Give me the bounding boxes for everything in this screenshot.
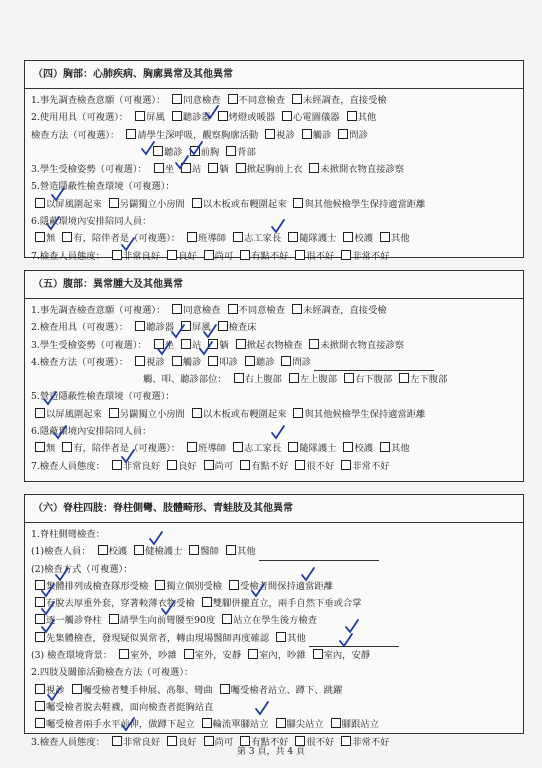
- underline: [309, 634, 399, 647]
- checkbox[interactable]: [167, 250, 177, 260]
- checkbox[interactable]: [226, 545, 236, 555]
- checkbox[interactable]: [208, 339, 218, 349]
- s6-q2-c: 囑受檢者兩手水平前伸，做蹲下起立 輪流單腳站立 腳尖站立 腳跟站立: [31, 716, 517, 733]
- checkbox[interactable]: [35, 701, 45, 711]
- checkbox[interactable]: [218, 321, 228, 331]
- checkbox[interactable]: [338, 129, 348, 139]
- checkbox[interactable]: [181, 163, 191, 173]
- checkbox[interactable]: [347, 111, 357, 121]
- checkbox[interactable]: [135, 321, 145, 331]
- checkbox[interactable]: [187, 442, 197, 452]
- s6-q2-b: 囑受檢者脫去鞋襪，面向檢查者挺胸站直: [31, 699, 517, 716]
- checkbox[interactable]: [265, 129, 275, 139]
- checkbox[interactable]: [399, 373, 409, 383]
- checkbox[interactable]: [292, 94, 302, 104]
- s4-q2: 2.使用用具（可複選）： 屏風 聽診器 烤燈或暖器 心電圖儀器 其他: [31, 112, 377, 124]
- s4-q2-method: 檢查方法（可複選）： 請學生深呼吸，觀察胸廓活動 視診 觸診 問診: [31, 129, 368, 141]
- s5-q7: 7.檢查人員態度： 非常良好 良好 尚可 有點不好 很不好 非常不好: [31, 460, 390, 472]
- checkbox[interactable]: [276, 718, 286, 728]
- s6-q1-method: (2)檢查方式（可複選）：: [31, 563, 133, 575]
- checkbox[interactable]: [282, 111, 292, 121]
- checkbox[interactable]: [295, 460, 305, 470]
- checkbox[interactable]: [240, 460, 250, 470]
- checkbox[interactable]: [35, 597, 45, 607]
- checkbox[interactable]: [220, 684, 230, 694]
- checkbox[interactable]: [295, 250, 305, 260]
- section-chest: [24, 60, 524, 262]
- checkbox[interactable]: [184, 649, 194, 659]
- s4-q5-opts: 以屏風圍起來 另闢獨立小房間 以木板或布幔圍起來 與其他候檢學生保持適當距離: [31, 196, 517, 213]
- checkbox[interactable]: [35, 632, 45, 642]
- checkbox[interactable]: [292, 304, 302, 314]
- checkbox[interactable]: [240, 250, 250, 260]
- checkbox[interactable]: [309, 339, 319, 349]
- checkbox[interactable]: [112, 460, 122, 470]
- checkbox[interactable]: [172, 94, 182, 104]
- s6-q2: 2.四肢及關節活動檢查方法（可複選）：: [31, 667, 194, 679]
- checkbox[interactable]: [226, 146, 236, 156]
- checkbox[interactable]: [35, 442, 45, 452]
- checkbox[interactable]: [202, 718, 212, 728]
- checkbox[interactable]: [126, 129, 136, 139]
- checkbox[interactable]: [293, 198, 303, 208]
- checkbox[interactable]: [344, 373, 354, 383]
- s4-q5: 5.營造隱蔽性檢查環境（可複選）：: [31, 181, 175, 193]
- checkbox[interactable]: [302, 129, 312, 139]
- checkbox[interactable]: [288, 442, 298, 452]
- s4-q2-method-b: 聽診 前胸 背部: [31, 144, 517, 161]
- checkbox[interactable]: [109, 408, 119, 418]
- checkbox[interactable]: [204, 250, 214, 260]
- checkbox[interactable]: [192, 198, 202, 208]
- s6-q1-method-a: 集體排列成檢查隊形受檢 獨立個別受檢 受檢者間保持適當距離: [31, 578, 517, 595]
- s5-q4: 4.檢查方法（可複選）： 視診 觸診 叩診 聽診 問診: [31, 354, 517, 371]
- checkbox[interactable]: [167, 460, 177, 470]
- checkbox[interactable]: [181, 321, 191, 331]
- checkbox[interactable]: [229, 580, 239, 590]
- checkbox[interactable]: [313, 649, 323, 659]
- checkbox[interactable]: [119, 649, 129, 659]
- checkbox[interactable]: [234, 373, 244, 383]
- checkbox[interactable]: [35, 198, 45, 208]
- underline: [259, 548, 379, 561]
- checkbox[interactable]: [228, 94, 238, 104]
- checkbox[interactable]: [309, 163, 319, 173]
- checkbox[interactable]: [228, 304, 238, 314]
- checkbox[interactable]: [109, 198, 119, 208]
- checkbox[interactable]: [204, 460, 214, 470]
- checkbox[interactable]: [222, 614, 232, 624]
- checkbox[interactable]: [245, 356, 255, 366]
- checkbox[interactable]: [380, 442, 390, 452]
- s5-q6: 6.隱蔽環境內安排陪同人員：: [31, 426, 152, 438]
- s6-q1-method-b: 有脫去厚重外套，穿著較薄衣物受檢 雙腳併攏直立，兩手自然下垂或合掌: [31, 595, 517, 612]
- checkbox[interactable]: [190, 146, 200, 156]
- checkbox[interactable]: [35, 718, 45, 728]
- section-chest-title: （四）胸部：心肺疾病、胸廓異常及其他異常: [25, 61, 523, 89]
- checkbox[interactable]: [72, 684, 82, 694]
- checkbox[interactable]: [35, 684, 45, 694]
- checkbox[interactable]: [208, 163, 218, 173]
- s4-q1: 1.事先調查檢查意願（可複選）： 同意檢查 不同意檢查 未經調查，直接受檢: [31, 95, 387, 106]
- s5-q6-opts: 無 有，陪伴者是（可複選）： 班導師 志工家長 隨隊護士 校護 其他: [31, 440, 517, 457]
- s5-q5: 5.營造隱蔽性檢查環境（可複選）：: [31, 391, 175, 403]
- checkbox[interactable]: [293, 408, 303, 418]
- underline: [314, 358, 434, 371]
- checkbox[interactable]: [341, 250, 351, 260]
- checkbox[interactable]: [62, 442, 72, 452]
- checkbox[interactable]: [35, 232, 45, 242]
- section-spine-limbs: [24, 494, 524, 748]
- checkbox[interactable]: [35, 614, 45, 624]
- checkbox[interactable]: [236, 163, 246, 173]
- checkbox[interactable]: [218, 111, 228, 121]
- checkbox[interactable]: [288, 232, 298, 242]
- checkbox[interactable]: [112, 250, 122, 260]
- s6-q1-staff: (1)檢查人員： 校護 健檢護士 醫師 其他: [31, 543, 517, 560]
- checkbox[interactable]: [154, 163, 164, 173]
- checkbox[interactable]: [181, 339, 191, 349]
- checkbox[interactable]: [343, 442, 353, 452]
- checkbox[interactable]: [276, 632, 286, 642]
- s5-q3: 3.學生受檢姿勢（可複選）： 坐 站 躺 掀起衣物檢查 未掀開衣物直接診察: [31, 339, 405, 351]
- section-spine-title: （六）脊柱四肢：脊柱側彎、肢體畸形、青蛙肢及其他異常: [25, 495, 523, 523]
- section-abdomen-title: （五）腹部：異常腫大及其他異常: [25, 271, 523, 299]
- checkbox[interactable]: [189, 545, 199, 555]
- s6-q1-env: (3) 檢查環境背景： 室外，吵雜 室外，安靜 室內，吵雜 室內，安靜: [31, 650, 371, 662]
- page-number: 第 3 頁，共 4 頁: [237, 747, 305, 757]
- s6-q1: 1.脊柱側彎檢查：: [31, 529, 105, 540]
- checkbox[interactable]: [208, 356, 218, 366]
- checkbox[interactable]: [202, 597, 212, 607]
- checkbox[interactable]: [233, 442, 243, 452]
- checkbox[interactable]: [153, 146, 163, 156]
- checkbox[interactable]: [35, 580, 45, 590]
- s6-q1-method-d: 先集體檢查，發現疑似異常者，轉由現場醫師再度確認 其他: [31, 630, 517, 647]
- s6-q3: 3.檢查人員態度： 非常良好 良好 尚可 有點不好 很不好 非常不好: [31, 736, 390, 748]
- s6-q2-a: 視診 囑受檢者雙手伸展、高舉、彎曲 囑受檢者站立、蹲下、跳躍: [31, 682, 517, 699]
- checkbox[interactable]: [341, 460, 351, 470]
- checkbox[interactable]: [187, 232, 197, 242]
- checkbox[interactable]: [233, 232, 243, 242]
- checkbox[interactable]: [289, 373, 299, 383]
- checkbox[interactable]: [109, 614, 119, 624]
- checkbox[interactable]: [155, 580, 165, 590]
- s5-q4-sites: 觸、叩、聽診部位： 右上腹部 左上腹部 右下腹部 左下腹部: [143, 374, 448, 386]
- checkbox[interactable]: [35, 408, 45, 418]
- checkbox[interactable]: [172, 356, 182, 366]
- checkbox[interactable]: [135, 356, 145, 366]
- checkbox[interactable]: [343, 232, 353, 242]
- checkbox[interactable]: [62, 232, 72, 242]
- checkbox[interactable]: [154, 339, 164, 349]
- s5-q2: 2.檢查用具（可複選）： 聽診器 屏風 檢查床: [31, 322, 257, 334]
- checkbox[interactable]: [172, 111, 182, 121]
- s6-q1-method-c: 逐一觸診脊柱 請學生向前彎腰至90度 站立在學生後方檢查: [31, 612, 517, 629]
- checkbox[interactable]: [192, 408, 202, 418]
- section-abdomen: [24, 270, 524, 482]
- checkbox[interactable]: [236, 339, 246, 349]
- checkbox[interactable]: [172, 304, 182, 314]
- checkbox[interactable]: [380, 232, 390, 242]
- s4-q7: 7.檢查人員態度： 非常良好 良好 尚可 有點不好 很不好 非常不好: [31, 250, 390, 262]
- checkbox[interactable]: [135, 111, 145, 121]
- checkbox[interactable]: [281, 356, 291, 366]
- s4-q6: 6.隱蔽環境內安排陪同人員：: [31, 216, 152, 228]
- checkbox[interactable]: [98, 545, 108, 555]
- checkbox[interactable]: [331, 718, 341, 728]
- s5-q1: 1.事先調查檢查意願（可複選）： 同意檢查 不同意檢查 未經調查，直接受檢: [31, 305, 387, 316]
- s5-q5-opts: 以屏風圍起來 另闢獨立小房間 以木板或布幔圍起來 與其他候檢學生保持適當距離: [31, 406, 517, 423]
- s4-q6-opts: 無 有，陪伴者是（可複選）： 班導師 志工家長 隨隊護士 校護 其他: [31, 230, 517, 247]
- checkbox[interactable]: [248, 649, 258, 659]
- checkbox[interactable]: [134, 545, 144, 555]
- s4-q3: 3.學生受檢姿勢（可複選）： 坐 站 躺 掀起胸前上衣 未掀開衣物直接診察: [31, 164, 405, 176]
